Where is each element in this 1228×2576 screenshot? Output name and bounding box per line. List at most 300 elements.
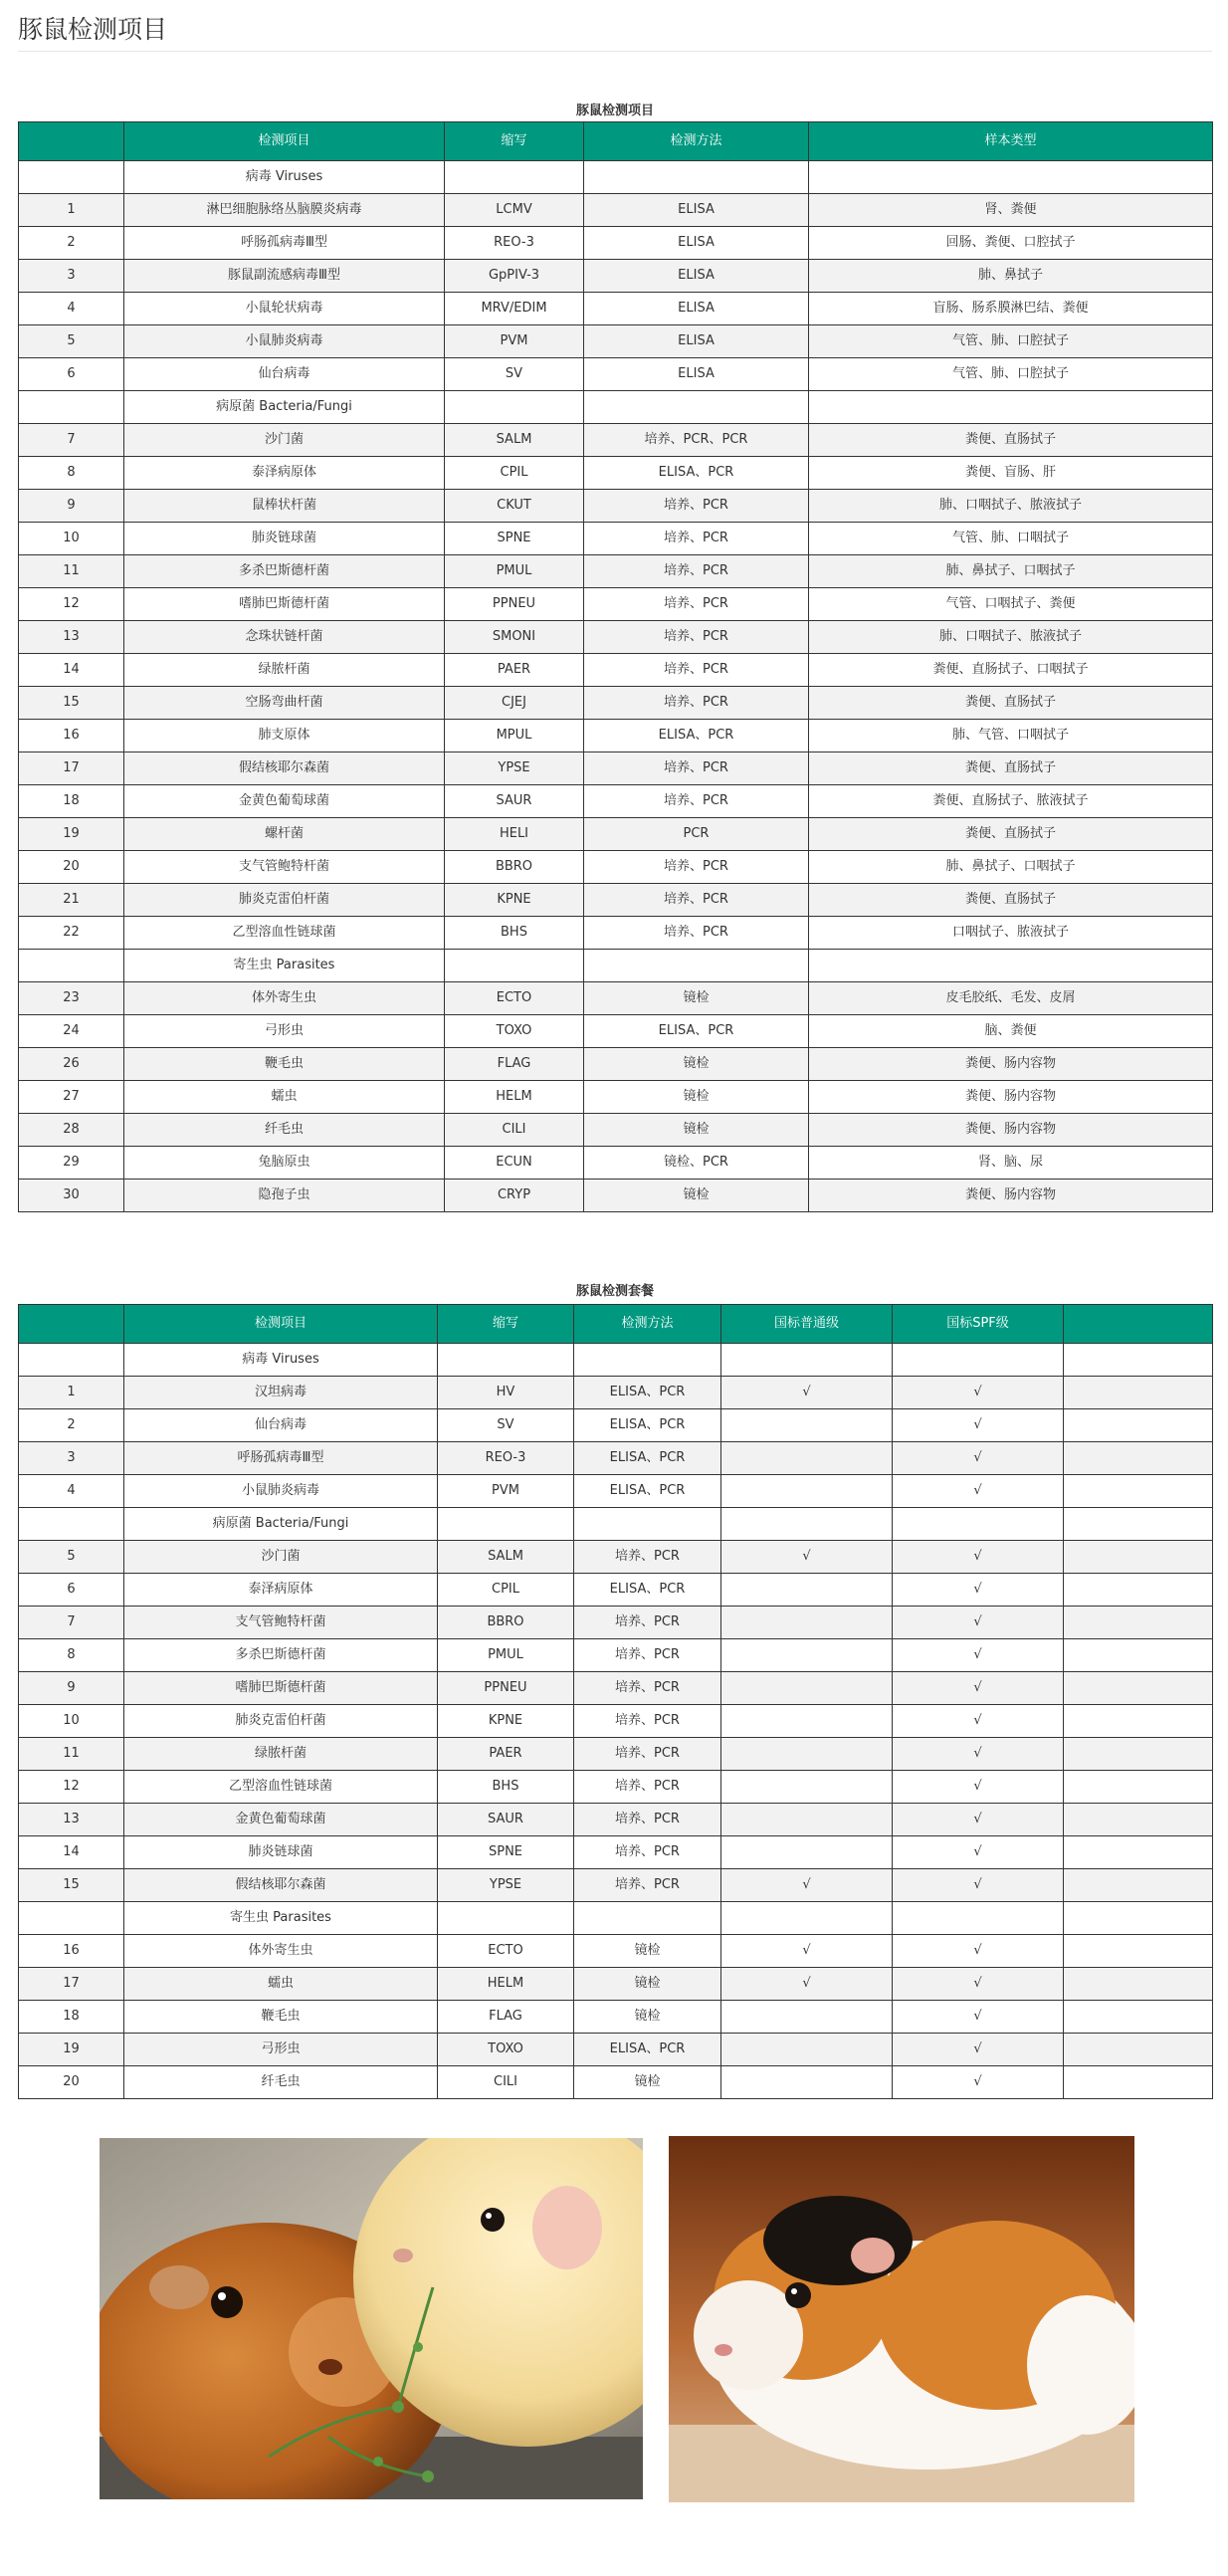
table-cell: 培养、PCR xyxy=(574,1541,721,1574)
table-cell: 15 xyxy=(19,687,124,720)
table-cell: 泰泽病原体 xyxy=(124,457,445,490)
table-cell: 镜检 xyxy=(584,1048,809,1081)
table-row xyxy=(19,1147,1213,1180)
table-cell: 呼肠孤病毒Ⅲ型 xyxy=(124,1442,438,1475)
table-cell: HELM xyxy=(445,1081,584,1114)
table-cell: YPSE xyxy=(445,752,584,785)
table-cell: 镜检 xyxy=(574,2066,721,2099)
table-row xyxy=(19,818,1213,851)
table-cell: 培养、PCR xyxy=(584,523,809,555)
table-cell: 肺支原体 xyxy=(124,720,445,752)
table-cell xyxy=(809,950,1213,982)
table-cell: HV xyxy=(438,1377,574,1409)
table-cell: 口咽拭子、脓液拭子 xyxy=(809,917,1213,950)
table-row xyxy=(19,982,1213,1015)
category-label: 病毒 Viruses xyxy=(124,1344,438,1377)
table-row xyxy=(19,227,1213,260)
table-cell: 气管、肺、口咽拭子 xyxy=(809,523,1213,555)
table-cell: 3 xyxy=(19,260,124,293)
table-cell: 支气管鲍特杆菌 xyxy=(124,851,445,884)
table-cell xyxy=(1064,1804,1213,1836)
table-cell: PAER xyxy=(445,654,584,687)
table-cell: 培养、PCR xyxy=(574,1639,721,1672)
table-cell xyxy=(1064,1968,1213,2001)
table-cell: 纤毛虫 xyxy=(124,1114,445,1147)
table-cell: SAUR xyxy=(438,1804,574,1836)
table-cell: 培养、PCR xyxy=(574,1672,721,1705)
table-cell: 5 xyxy=(19,325,124,358)
table-cell xyxy=(721,1344,893,1377)
table-cell xyxy=(584,950,809,982)
table-cell xyxy=(893,1508,1064,1541)
table-cell xyxy=(893,1902,1064,1935)
table-cell: 豚鼠副流感病毒Ⅲ型 xyxy=(124,260,445,293)
table-cell: CKUT xyxy=(445,490,584,523)
table-cell xyxy=(19,1508,124,1541)
table-cell xyxy=(721,2066,893,2099)
table-row xyxy=(19,1475,1213,1508)
table-cell: ELISA xyxy=(584,260,809,293)
table-cell: 镜检 xyxy=(584,1180,809,1212)
table-cell: 17 xyxy=(19,752,124,785)
table-cell: 皮毛胶纸、毛发、皮屑 xyxy=(809,982,1213,1015)
detection-items-table xyxy=(18,121,1213,1212)
table-cell xyxy=(1064,1836,1213,1869)
page-title: 豚鼠检测项目 xyxy=(18,15,168,44)
table-cell xyxy=(721,1771,893,1804)
table-cell: √ xyxy=(893,1672,1064,1705)
category-row xyxy=(19,161,1213,194)
table-cell: ELISA、PCR xyxy=(574,1475,721,1508)
table-cell: √ xyxy=(893,1836,1064,1869)
table-cell: CPIL xyxy=(445,457,584,490)
table-cell: 弓形虫 xyxy=(124,1015,445,1048)
table-cell: 8 xyxy=(19,457,124,490)
table-row xyxy=(19,1377,1213,1409)
table-cell: √ xyxy=(893,1869,1064,1902)
category-row xyxy=(19,391,1213,424)
table-cell: TOXO xyxy=(438,2034,574,2066)
table-cell: HELM xyxy=(438,1968,574,2001)
column-header: 检测项目 xyxy=(124,1305,438,1344)
table-cell: 肺炎克雷伯杆菌 xyxy=(124,884,445,917)
table-cell: 22 xyxy=(19,917,124,950)
table-cell: √ xyxy=(893,1968,1064,2001)
table-cell xyxy=(19,1344,124,1377)
table-cell: 16 xyxy=(19,720,124,752)
table-cell: 肺、气管、口咽拭子 xyxy=(809,720,1213,752)
table-cell xyxy=(721,1508,893,1541)
table-cell xyxy=(1064,1475,1213,1508)
table-cell: TOXO xyxy=(445,1015,584,1048)
table-row xyxy=(19,424,1213,457)
table-cell: SALM xyxy=(438,1541,574,1574)
table-cell xyxy=(1064,1935,1213,1968)
column-header: 国标SPF级 xyxy=(893,1305,1064,1344)
table-cell xyxy=(721,2001,893,2034)
table-cell: 镜检 xyxy=(584,1081,809,1114)
table-cell: ELISA xyxy=(584,325,809,358)
table-cell: ECTO xyxy=(445,982,584,1015)
table-cell: 2 xyxy=(19,1409,124,1442)
table-row xyxy=(19,1869,1213,1902)
table-cell: 粪便、直肠拭子 xyxy=(809,687,1213,720)
table-cell xyxy=(1064,2001,1213,2034)
table-cell: 气管、口咽拭子、粪便 xyxy=(809,588,1213,621)
table-cell xyxy=(1064,1541,1213,1574)
table-cell xyxy=(1064,2034,1213,2066)
table-row xyxy=(19,654,1213,687)
table-cell xyxy=(584,391,809,424)
table-row xyxy=(19,621,1213,654)
table-cell: 30 xyxy=(19,1180,124,1212)
table-cell: 培养、PCR xyxy=(584,621,809,654)
table-cell xyxy=(438,1902,574,1935)
table-cell: PPNEU xyxy=(438,1672,574,1705)
table-cell: 粪便、肠内容物 xyxy=(809,1114,1213,1147)
table-cell: 弓形虫 xyxy=(124,2034,438,2066)
table-cell: 粪便、直肠拭子 xyxy=(809,818,1213,851)
table-cell: PMUL xyxy=(438,1639,574,1672)
table-cell: FLAG xyxy=(445,1048,584,1081)
table-cell xyxy=(721,1804,893,1836)
table-cell: 绿脓杆菌 xyxy=(124,1738,438,1771)
table-cell: 培养、PCR xyxy=(584,884,809,917)
table-cell: √ xyxy=(893,1377,1064,1409)
table-cell: 19 xyxy=(19,2034,124,2066)
table-cell: √ xyxy=(893,1607,1064,1639)
table-cell: ELISA xyxy=(584,227,809,260)
column-header: 缩写 xyxy=(445,122,584,161)
table-cell: 20 xyxy=(19,2066,124,2099)
table-cell: PCR xyxy=(584,818,809,851)
table-cell: PPNEU xyxy=(445,588,584,621)
table-cell: 镜检、PCR xyxy=(584,1147,809,1180)
tricolor-guinea-pig-photo xyxy=(669,2136,1134,2502)
table-cell xyxy=(721,1574,893,1607)
table-cell: 培养、PCR xyxy=(584,851,809,884)
table-cell: √ xyxy=(721,1968,893,2001)
table-row xyxy=(19,917,1213,950)
table-cell: FLAG xyxy=(438,2001,574,2034)
table-row xyxy=(19,358,1213,391)
table-cell: 1 xyxy=(19,194,124,227)
table-cell: 粪便、肠内容物 xyxy=(809,1180,1213,1212)
table-cell: 盲肠、肠系膜淋巴结、粪便 xyxy=(809,293,1213,325)
table-cell: 培养、PCR xyxy=(584,752,809,785)
table-cell: 7 xyxy=(19,424,124,457)
table-row xyxy=(19,555,1213,588)
table-row xyxy=(19,457,1213,490)
table-cell: 乙型溶血性链球菌 xyxy=(124,1771,438,1804)
table-row xyxy=(19,325,1213,358)
table-cell: 呼肠孤病毒Ⅲ型 xyxy=(124,227,445,260)
table-cell: PVM xyxy=(438,1475,574,1508)
table-row xyxy=(19,2066,1213,2099)
table-cell: 仙台病毒 xyxy=(124,1409,438,1442)
table-cell: BBRO xyxy=(438,1607,574,1639)
table-cell: √ xyxy=(721,1541,893,1574)
table-cell xyxy=(721,1836,893,1869)
table-cell: 嗜肺巴斯德杆菌 xyxy=(124,1672,438,1705)
table-cell: 21 xyxy=(19,884,124,917)
table-cell: 培养、PCR xyxy=(574,1607,721,1639)
table-cell: SAUR xyxy=(445,785,584,818)
table-cell xyxy=(1064,1344,1213,1377)
table-cell: 13 xyxy=(19,1804,124,1836)
table-row xyxy=(19,523,1213,555)
table-cell: √ xyxy=(721,1935,893,1968)
table-cell: 粪便、肠内容物 xyxy=(809,1081,1213,1114)
table-cell: 2 xyxy=(19,227,124,260)
table-cell xyxy=(1064,1607,1213,1639)
table-cell: √ xyxy=(893,1639,1064,1672)
table-cell: 假结核耶尔森菌 xyxy=(124,1869,438,1902)
table-cell xyxy=(584,161,809,194)
table-cell: 鼠棒状杆菌 xyxy=(124,490,445,523)
table-cell: 粪便、直肠拭子、脓液拭子 xyxy=(809,785,1213,818)
table-cell: 小鼠肺炎病毒 xyxy=(124,325,445,358)
table-cell: 11 xyxy=(19,1738,124,1771)
category-row xyxy=(19,1902,1213,1935)
table-cell: ELISA、PCR xyxy=(574,1442,721,1475)
table-cell: PVM xyxy=(445,325,584,358)
table-cell: 26 xyxy=(19,1048,124,1081)
table-cell: 镜检 xyxy=(584,1114,809,1147)
table-cell: ELISA、PCR xyxy=(584,1015,809,1048)
table-cell: 镜检 xyxy=(574,1935,721,1968)
table-cell: 24 xyxy=(19,1015,124,1048)
table-row xyxy=(19,1738,1213,1771)
category-label: 寄生虫 Parasites xyxy=(124,1902,438,1935)
table-cell: CILI xyxy=(438,2066,574,2099)
table-cell: 肾、粪便 xyxy=(809,194,1213,227)
table-cell: SV xyxy=(438,1409,574,1442)
table-cell xyxy=(19,391,124,424)
table-cell: 念珠状链杆菌 xyxy=(124,621,445,654)
table-cell: 肺、鼻拭子、口咽拭子 xyxy=(809,851,1213,884)
table-cell: ELISA、PCR xyxy=(574,1574,721,1607)
column-header: 样本类型 xyxy=(809,122,1213,161)
table-cell: CPIL xyxy=(438,1574,574,1607)
table-cell: 汉坦病毒 xyxy=(124,1377,438,1409)
table-cell xyxy=(445,391,584,424)
table-cell: 肺炎链球菌 xyxy=(124,1836,438,1869)
column-header: 国标普通级 xyxy=(721,1305,893,1344)
table-row xyxy=(19,194,1213,227)
table-cell xyxy=(721,2034,893,2066)
table-cell xyxy=(19,1902,124,1935)
column-header xyxy=(1064,1305,1213,1344)
table-cell: 仙台病毒 xyxy=(124,358,445,391)
table-cell: 体外寄生虫 xyxy=(124,1935,438,1968)
table-cell: 6 xyxy=(19,358,124,391)
table-cell: SV xyxy=(445,358,584,391)
table-cell xyxy=(1064,1377,1213,1409)
table-cell: KPNE xyxy=(438,1705,574,1738)
table-cell: 23 xyxy=(19,982,124,1015)
table-cell xyxy=(574,1508,721,1541)
table-cell xyxy=(1064,1869,1213,1902)
table-cell xyxy=(721,1902,893,1935)
table-cell: √ xyxy=(893,1935,1064,1968)
table-cell: 肺、口咽拭子、脓液拭子 xyxy=(809,621,1213,654)
table-cell: CILI xyxy=(445,1114,584,1147)
table-row xyxy=(19,293,1213,325)
table-row xyxy=(19,1541,1213,1574)
table-cell: 粪便、直肠拭子 xyxy=(809,424,1213,457)
table-cell: 培养、PCR xyxy=(584,490,809,523)
category-label: 病毒 Viruses xyxy=(124,161,445,194)
column-header xyxy=(19,1305,124,1344)
table-cell: 乙型溶血性链球菌 xyxy=(124,917,445,950)
table-cell: √ xyxy=(893,2066,1064,2099)
table-cell: ELISA、PCR xyxy=(584,457,809,490)
table-cell xyxy=(1064,2066,1213,2099)
table-cell: SPNE xyxy=(445,523,584,555)
category-row xyxy=(19,1344,1213,1377)
table-cell: 粪便、直肠拭子 xyxy=(809,884,1213,917)
table-cell: ELISA、PCR xyxy=(574,2034,721,2066)
table-cell: 假结核耶尔森菌 xyxy=(124,752,445,785)
table-cell: √ xyxy=(893,2034,1064,2066)
table-cell: ELISA xyxy=(584,194,809,227)
table-cell xyxy=(1064,1738,1213,1771)
table-cell: 10 xyxy=(19,523,124,555)
column-header: 检测方法 xyxy=(584,122,809,161)
table-cell: 4 xyxy=(19,1475,124,1508)
table-cell xyxy=(721,1705,893,1738)
table-cell: 粪便、直肠拭子、口咽拭子 xyxy=(809,654,1213,687)
table-cell xyxy=(445,950,584,982)
table-cell: 脑、粪便 xyxy=(809,1015,1213,1048)
table-cell xyxy=(1064,1574,1213,1607)
table-cell: KPNE xyxy=(445,884,584,917)
table-cell xyxy=(1064,1902,1213,1935)
table-cell: √ xyxy=(893,1804,1064,1836)
table-row xyxy=(19,1935,1213,1968)
table-cell: 培养、PCR xyxy=(574,1804,721,1836)
table-cell: 镜检 xyxy=(584,982,809,1015)
table-row xyxy=(19,1639,1213,1672)
table-cell: 10 xyxy=(19,1705,124,1738)
table-row xyxy=(19,1771,1213,1804)
table-row xyxy=(19,1804,1213,1836)
table-cell: 培养、PCR xyxy=(584,588,809,621)
table-cell: 20 xyxy=(19,851,124,884)
table-cell: 培养、PCR xyxy=(584,555,809,588)
table-cell: 5 xyxy=(19,1541,124,1574)
table-cell xyxy=(721,1475,893,1508)
table-cell: BBRO xyxy=(445,851,584,884)
table-cell: 14 xyxy=(19,1836,124,1869)
table-cell: 肺、鼻拭子 xyxy=(809,260,1213,293)
table-cell: 嗜肺巴斯德杆菌 xyxy=(124,588,445,621)
table-cell: 11 xyxy=(19,555,124,588)
table-cell: 肺、口咽拭子、脓液拭子 xyxy=(809,490,1213,523)
table-cell: PMUL xyxy=(445,555,584,588)
table-cell: 体外寄生虫 xyxy=(124,982,445,1015)
table-cell: 6 xyxy=(19,1574,124,1607)
table-cell: 9 xyxy=(19,490,124,523)
table-cell: 金黄色葡萄球菌 xyxy=(124,785,445,818)
table-cell: 蠕虫 xyxy=(124,1081,445,1114)
table-cell xyxy=(893,1344,1064,1377)
table-cell: 培养、PCR xyxy=(574,1869,721,1902)
table-cell: 培养、PCR xyxy=(574,1836,721,1869)
table-cell: 粪便、直肠拭子 xyxy=(809,752,1213,785)
table-cell: 4 xyxy=(19,293,124,325)
table-cell: MPUL xyxy=(445,720,584,752)
column-header: 缩写 xyxy=(438,1305,574,1344)
table-row xyxy=(19,1705,1213,1738)
table-row xyxy=(19,687,1213,720)
category-label: 病原菌 Bacteria/Fungi xyxy=(124,391,445,424)
column-header: 检测方法 xyxy=(574,1305,721,1344)
table-cell xyxy=(574,1344,721,1377)
table-cell: 鞭毛虫 xyxy=(124,1048,445,1081)
table-cell xyxy=(438,1508,574,1541)
table-cell: 培养、PCR xyxy=(574,1705,721,1738)
table-cell: ELISA xyxy=(584,358,809,391)
table-cell: 兔脑原虫 xyxy=(124,1147,445,1180)
table2-caption: 豚鼠检测套餐 xyxy=(575,1284,654,1299)
table-cell: REO-3 xyxy=(445,227,584,260)
table-cell xyxy=(809,391,1213,424)
table-row xyxy=(19,1015,1213,1048)
column-header: 检测项目 xyxy=(124,122,445,161)
table-cell: 培养、PCR xyxy=(574,1738,721,1771)
table-row xyxy=(19,1968,1213,2001)
table-cell: 小鼠肺炎病毒 xyxy=(124,1475,438,1508)
table-row xyxy=(19,720,1213,752)
table-cell: MRV/EDIM xyxy=(445,293,584,325)
table1-caption: 豚鼠检测项目 xyxy=(575,104,654,118)
table-cell: ELISA、PCR xyxy=(574,1409,721,1442)
table-row xyxy=(19,490,1213,523)
table-cell: 培养、PCR xyxy=(574,1771,721,1804)
table-cell: 蠕虫 xyxy=(124,1968,438,2001)
table-cell: 培养、PCR xyxy=(584,917,809,950)
table-cell xyxy=(19,161,124,194)
table-cell: HELI xyxy=(445,818,584,851)
table-cell xyxy=(721,1738,893,1771)
table-cell xyxy=(1064,1639,1213,1672)
table-cell: 小鼠轮状病毒 xyxy=(124,293,445,325)
table-cell: 螺杆菌 xyxy=(124,818,445,851)
table-row xyxy=(19,1836,1213,1869)
table-cell xyxy=(19,950,124,982)
table-cell xyxy=(1064,1705,1213,1738)
table-row xyxy=(19,1081,1213,1114)
table-cell: BHS xyxy=(445,917,584,950)
table-cell: PAER xyxy=(438,1738,574,1771)
table-cell: ECTO xyxy=(438,1935,574,1968)
table-cell: 培养、PCR xyxy=(584,687,809,720)
table-cell xyxy=(809,161,1213,194)
table-row xyxy=(19,1574,1213,1607)
table-cell: SMONI xyxy=(445,621,584,654)
table-cell: CRYP xyxy=(445,1180,584,1212)
table-cell: √ xyxy=(893,1771,1064,1804)
category-label: 寄生虫 Parasites xyxy=(124,950,445,982)
table-cell: √ xyxy=(721,1869,893,1902)
table-row xyxy=(19,2001,1213,2034)
table-cell: 8 xyxy=(19,1639,124,1672)
table-cell xyxy=(574,1902,721,1935)
table-cell: ELISA、PCR xyxy=(584,720,809,752)
table-cell: 粪便、肠内容物 xyxy=(809,1048,1213,1081)
